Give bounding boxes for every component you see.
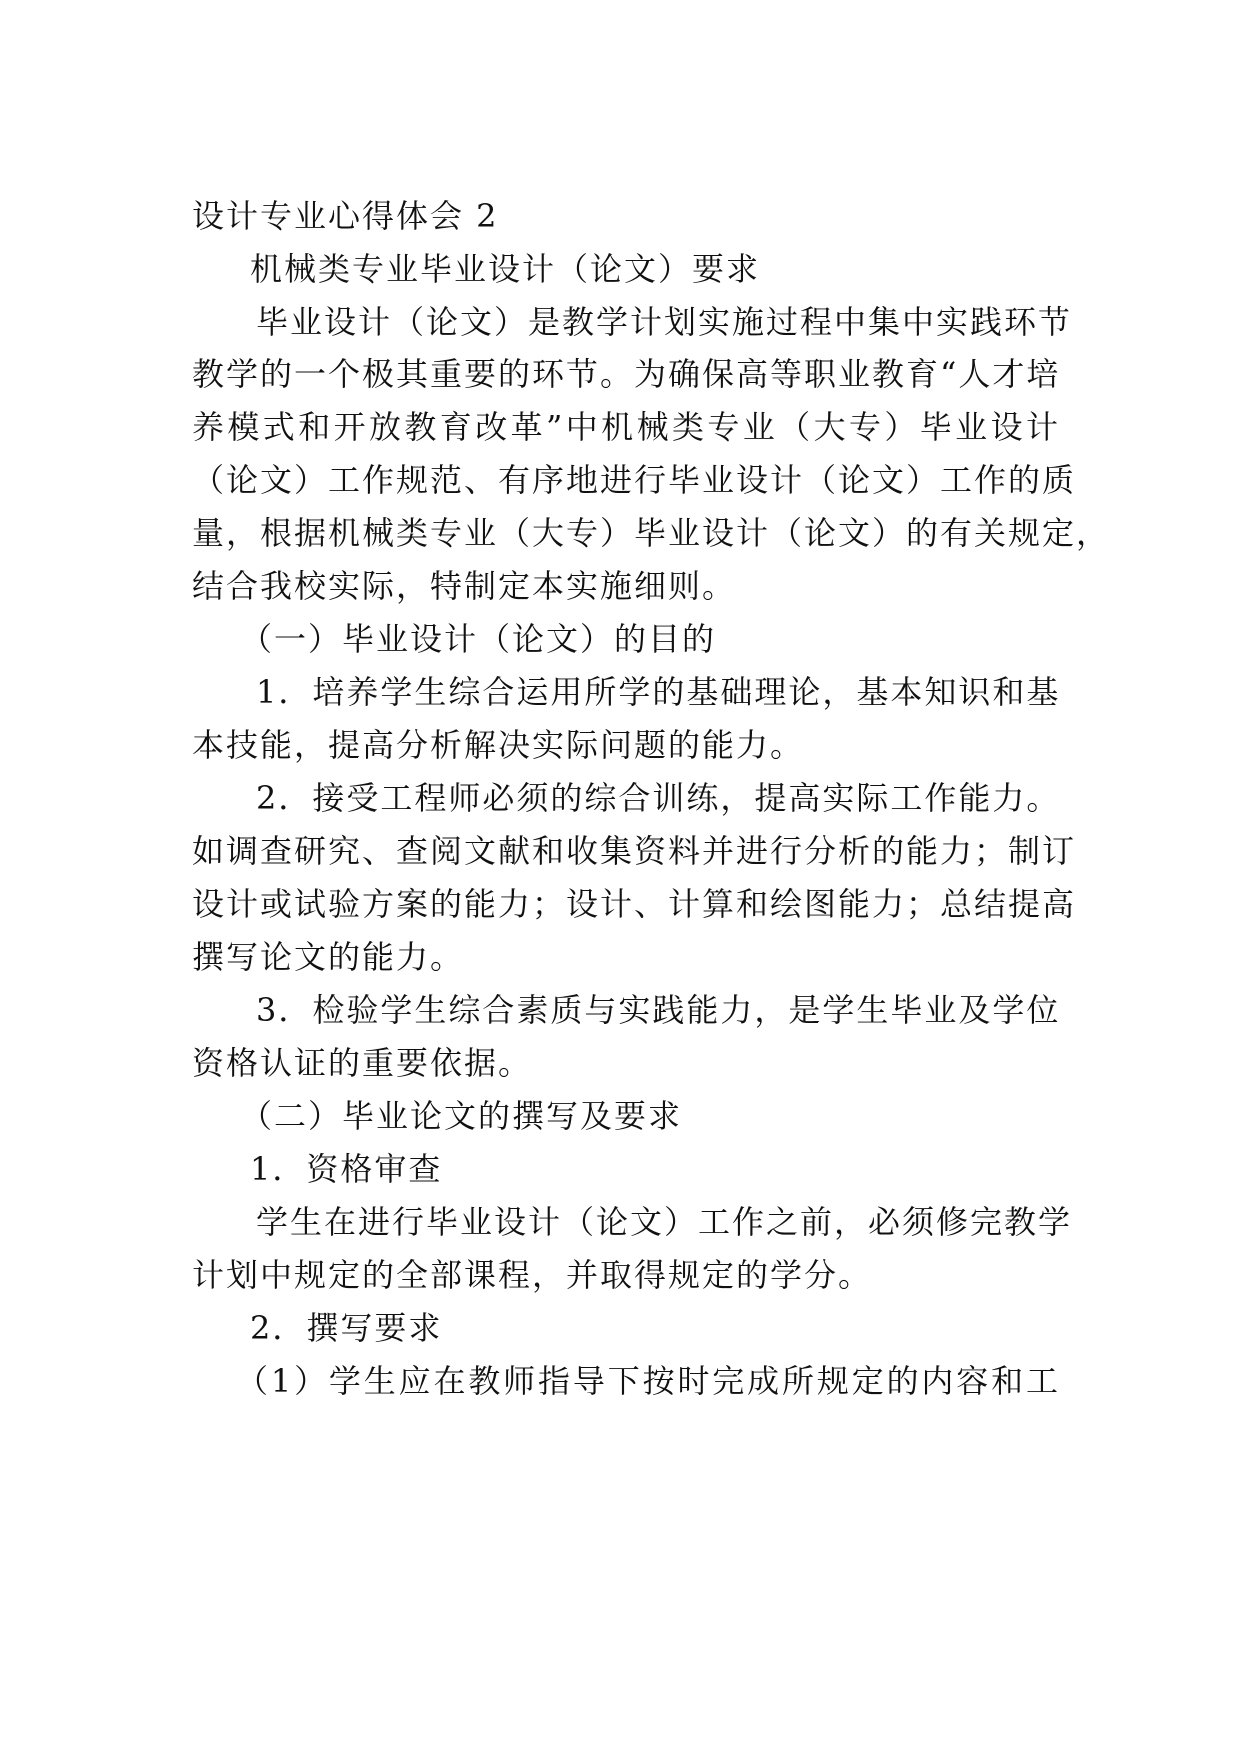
- subsection-heading: 2．撰写要求: [250, 1309, 443, 1347]
- paragraph-line: 资格认证的重要依据。: [192, 1044, 533, 1082]
- paragraph-line: 毕业设计（论文）是教学计划实施过程中集中实践环节: [256, 303, 1073, 341]
- paragraph-line: 如调查研究、查阅文献和收集资料并进行分析的能力；制订: [192, 832, 1077, 870]
- paragraph-line: （论文）工作规范、有序地进行毕业设计（论文）工作的质: [192, 461, 1077, 499]
- subsection-heading: 1．资格审查: [250, 1150, 443, 1188]
- document-subtitle: 机械类专业毕业设计（论文）要求: [250, 250, 761, 288]
- paragraph-line: 撰写论文的能力。: [192, 938, 465, 976]
- paragraph-line: 教学的一个极其重要的环节。为确保高等职业教育“人才培: [192, 355, 1061, 393]
- paragraph-line: 设计或试验方案的能力；设计、计算和绘图能力；总结提高: [192, 885, 1077, 923]
- paragraph-line: 学生在进行毕业设计（论文）工作之前，必须修完教学: [256, 1203, 1073, 1241]
- paragraph-line: 1．培养学生综合运用所学的基础理论，基本知识和基: [256, 673, 1061, 711]
- paragraph-line: 量，根据机械类专业（大专）毕业设计（论文）的有关规定，: [192, 514, 1111, 552]
- paragraph-line: 2．接受工程师必须的综合训练，提高实际工作能力。: [256, 779, 1061, 817]
- document-title: 设计专业心得体会 2: [192, 197, 499, 235]
- paragraph-line: 养模式和开放教育改革”中机械类专业（大专）毕业设计: [192, 408, 1060, 446]
- paragraph-line: 本技能，提高分析解决实际问题的能力。: [192, 726, 805, 764]
- section-heading: （一）毕业设计（论文）的目的: [240, 620, 717, 658]
- paragraph-line: 结合我校实际，特制定本实施细则。: [192, 567, 737, 605]
- paragraph-line: （1）学生应在教师指导下按时完成所规定的内容和工: [236, 1362, 1060, 1400]
- section-heading: （二）毕业论文的撰写及要求: [240, 1097, 683, 1135]
- paragraph-line: 3．检验学生综合素质与实践能力，是学生毕业及学位: [256, 991, 1061, 1029]
- paragraph-line: 计划中规定的全部课程，并取得规定的学分。: [192, 1256, 873, 1294]
